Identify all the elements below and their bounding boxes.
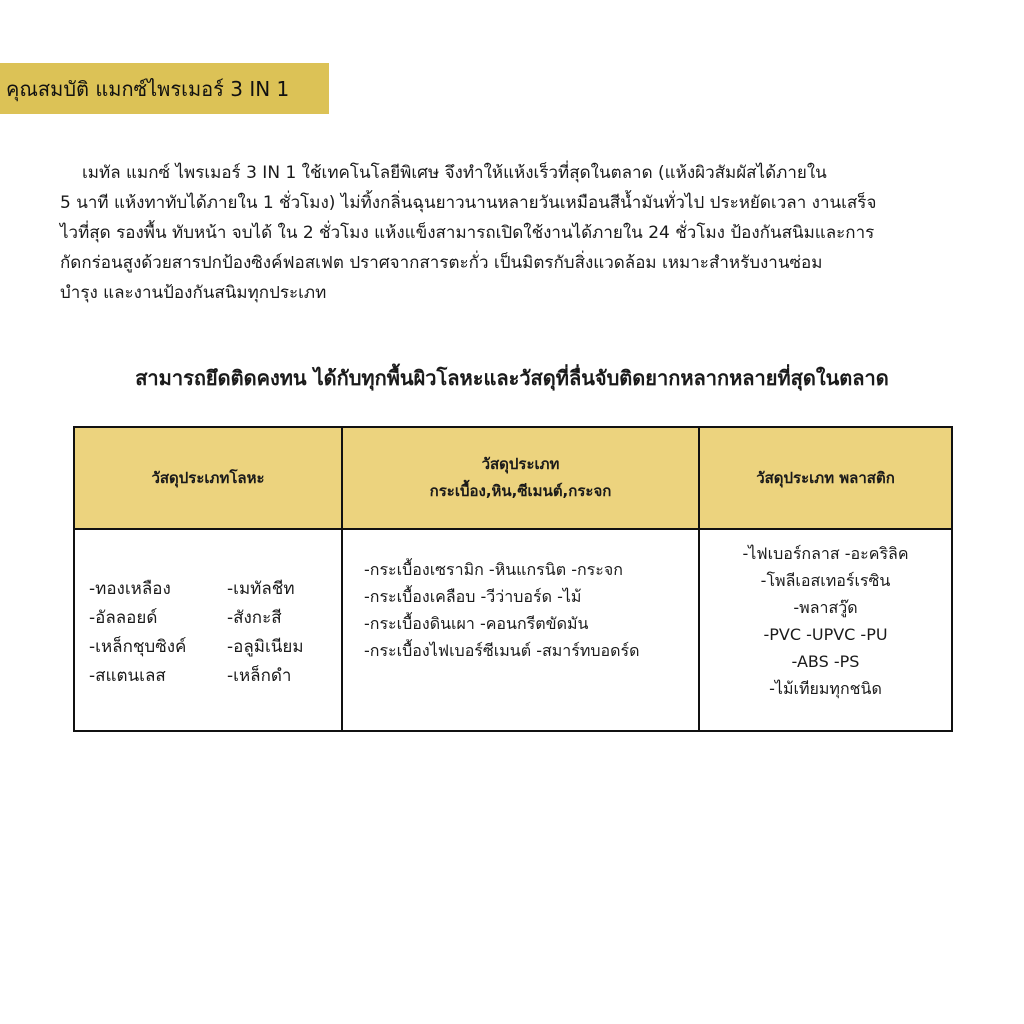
stone-list <box>344 556 697 664</box>
list-item: -กระเบื้องเคลือบ -วีว่าบอร์ด -ไม้ <box>364 587 582 606</box>
metal-list <box>76 571 340 689</box>
materials-table <box>73 426 953 732</box>
intro-line: บำรุง และงานป้องกันสนิมทุกประเภท <box>60 283 327 303</box>
section-heading: สามารถยึดติดคงทน ได้กับทุกพื้นผิวโลหะและวัสดุที่ลื่นจับติดยากหลากหลายที่สุดในตลาด <box>135 366 889 390</box>
intro-line: กัดกร่อนสูงด้วยสารปกป้องซิงค์ฟอสเฟต ปราศจากสารตะกั่ว เป็นมิตรกับสิ่งแวดล้อม เหมาะสำหรับงานซ่อม <box>60 253 823 273</box>
header-plastic-label: วัสดุประเภท พลาสติก <box>756 468 895 487</box>
list-item: -เหล็กชุบซิงค์ <box>89 637 187 657</box>
header-metal-label: วัสดุประเภทโลหะ <box>151 468 265 487</box>
list-item: -กระเบื้องเซรามิก -หินแกรนิต -กระจก <box>364 560 623 579</box>
list-item: -ไฟเบอร์กลาส -อะคริลิค <box>742 544 909 563</box>
intro-paragraph <box>60 158 970 308</box>
list-item: -PVC -UPVC -PU <box>763 625 888 644</box>
list-item: -สแตนเลส <box>89 666 166 686</box>
page-title: คุณสมบัติ แมกซ์ไพรเมอร์ 3 IN 1 <box>6 76 290 101</box>
header-stone-label-1: วัสดุประเภท <box>481 455 560 473</box>
list-item: -ไม้เทียมทุกชนิด <box>769 679 882 698</box>
intro-line: ไวที่สุด รองพื้น ทับหน้า จบได้ ใน 2 ชั่วโมง แห้งแข็งสามารถเปิดใช้งานได้ภายใน 24 ชั่วโมง ป้องกันสนิมและการ <box>60 223 875 243</box>
intro-line: เมทัล แมกซ์ ไพรเมอร์ 3 IN 1 ใช้เทคโนโลยีพิเศษ จึงทำให้แห้งเร็วที่สุดในตลาด (แห้งผิวสัมผัสได้ภายใน <box>82 163 827 183</box>
header-stone-label-2: กระเบื้อง,หิน,ซีเมนต์,กระจก <box>429 482 612 500</box>
list-item: -พลาสวู๊ด <box>793 598 858 617</box>
list-item: -โพลีเอสเทอร์เรซิน <box>760 571 891 590</box>
list-item: -กระเบื้องดินเผา -คอนกรีตขัดมัน <box>364 614 589 633</box>
header-plastic <box>699 427 952 529</box>
list-item: -อลูมิเนียม <box>227 637 304 657</box>
plastic-list <box>701 540 950 702</box>
cell-metal <box>74 529 342 731</box>
list-item: -อัลลอยด์ <box>89 608 158 628</box>
list-item: -กระเบื้องไฟเบอร์ซีเมนต์ -สมาร์ทบอดร์ด <box>364 641 640 660</box>
list-item: -เมทัลชีท <box>227 579 295 599</box>
table-header-row <box>74 427 952 529</box>
list-item: -เหล็กดำ <box>227 666 292 686</box>
page-title-tag <box>0 63 329 114</box>
header-stone <box>342 427 699 529</box>
table-row <box>74 529 952 731</box>
list-item: -ABS -PS <box>791 652 860 671</box>
list-item: -สังกะสี <box>227 608 282 628</box>
cell-plastic <box>699 529 952 731</box>
cell-stone <box>342 529 699 731</box>
header-metal <box>74 427 342 529</box>
list-item: -ทองเหลือง <box>89 579 171 599</box>
intro-line: 5 นาที แห้งทาทับได้ภายใน 1 ชั่วโมง) ไม่ทิ้งกลิ่นฉุนยาวนานหลายวันเหมือนสีน้ำมันทั่วไป ประหยัดเวลา งานเสร็จ <box>60 193 877 213</box>
